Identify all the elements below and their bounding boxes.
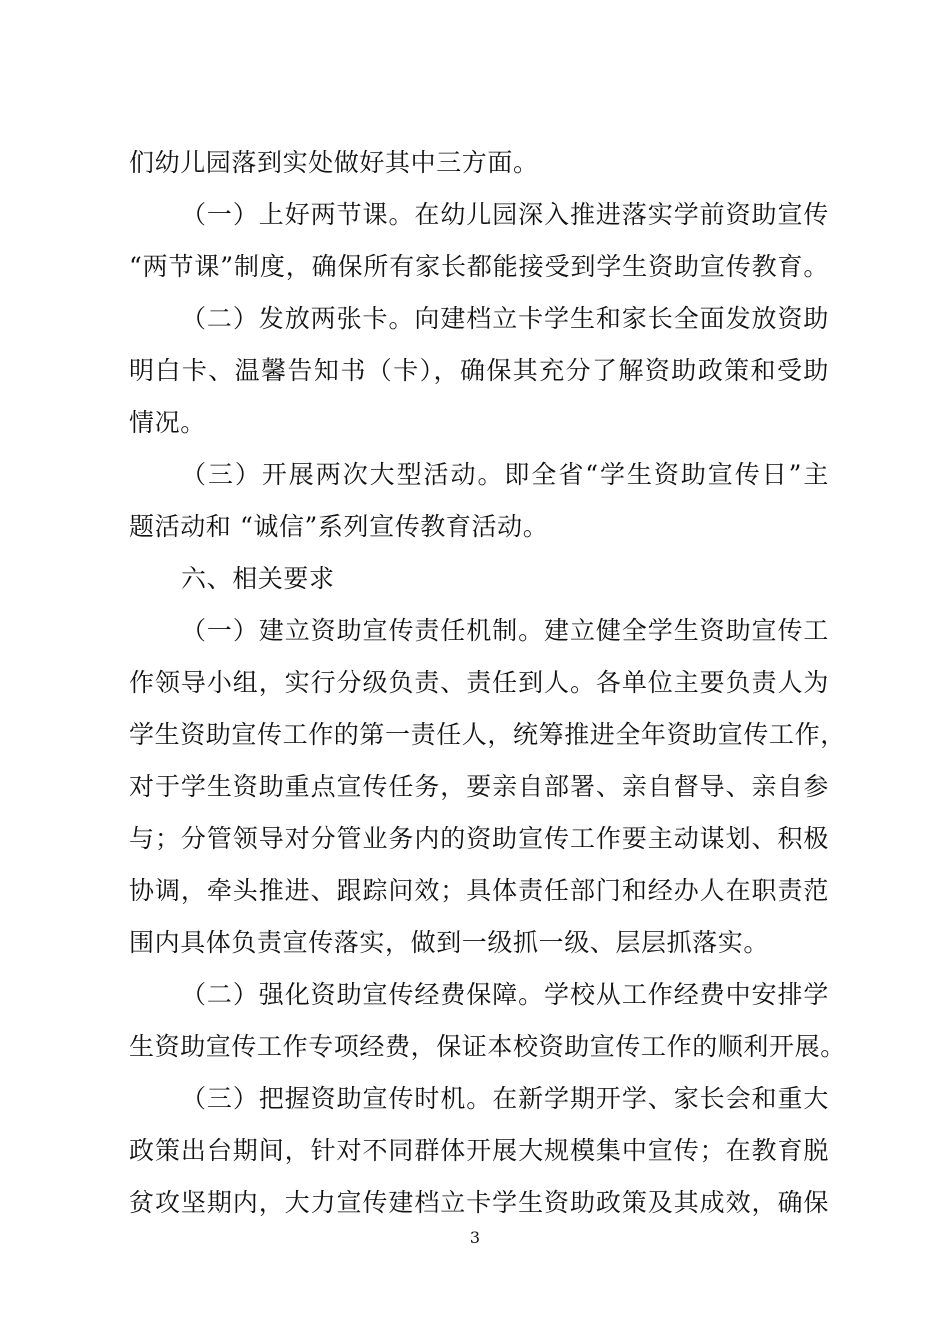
paragraph-line: （二）发放两张卡。向建档立卡学生和家长全面发放资助 [181,304,829,333]
paragraph-line: 明白卡、温馨告知书（卡），确保其充分了解资助政策和受助 [129,356,829,385]
section-heading: 六、相关要求 [181,564,335,593]
paragraph-line: 情况。 [129,408,206,437]
paragraph-line: 政策出台期间，针对不同群体开展大规模集中宣传；在教育脱 [129,1136,829,1165]
paragraph-line: 学生资助宣传工作的第一责任人，统筹推进全年资助宣传工作， [129,720,846,749]
paragraph-line: “两节课”制度，确保所有家长都能接受到学生资助宣传教育。 [129,252,829,281]
paragraph-line: （二）强化资助宣传经费保障。学校从工作经费中安排学 [181,980,829,1009]
paragraph-line: 生资助宣传工作专项经费，保证本校资助宣传工作的顺利开展。 [129,1032,846,1061]
paragraph-line: （一）建立资助宣传责任机制。建立健全学生资助宣传工 [181,616,829,645]
paragraph-line: （三）把握资助宣传时机。在新学期开学、家长会和重大 [181,1084,829,1113]
paragraph-line: 协调，牵头推进、跟踪问效；具体责任部门和经办人在职责范 [129,876,829,905]
paragraph-line: （三）开展两次大型活动。即全省“学生资助宣传日”主 [181,460,829,489]
paragraph-line: 贫攻坚期内，大力宣传建档立卡学生资助政策及其成效，确保 [129,1188,829,1217]
page-number: 3 [469,1228,481,1247]
paragraph-line: 对于学生资助重点宣传任务，要亲自部署、亲自督导、亲自参 [129,772,829,801]
paragraph-line: 题活动和 “诚信”系列宣传教育活动。 [129,512,549,541]
paragraph-line: 与；分管领导对分管业务内的资助宣传工作要主动谋划、积极 [129,824,829,853]
paragraph-line: 围内具体负责宣传落实，做到一级抓一级、层层抓落实。 [129,928,770,957]
paragraph-line: 作领导小组，实行分级负责、责任到人。各单位主要负责人为 [129,668,829,697]
paragraph-line: （一）上好两节课。在幼儿园深入推进落实学前资助宣传 [181,200,829,229]
paragraph-line: 们幼儿园落到实处做好其中三方面。 [129,148,539,177]
